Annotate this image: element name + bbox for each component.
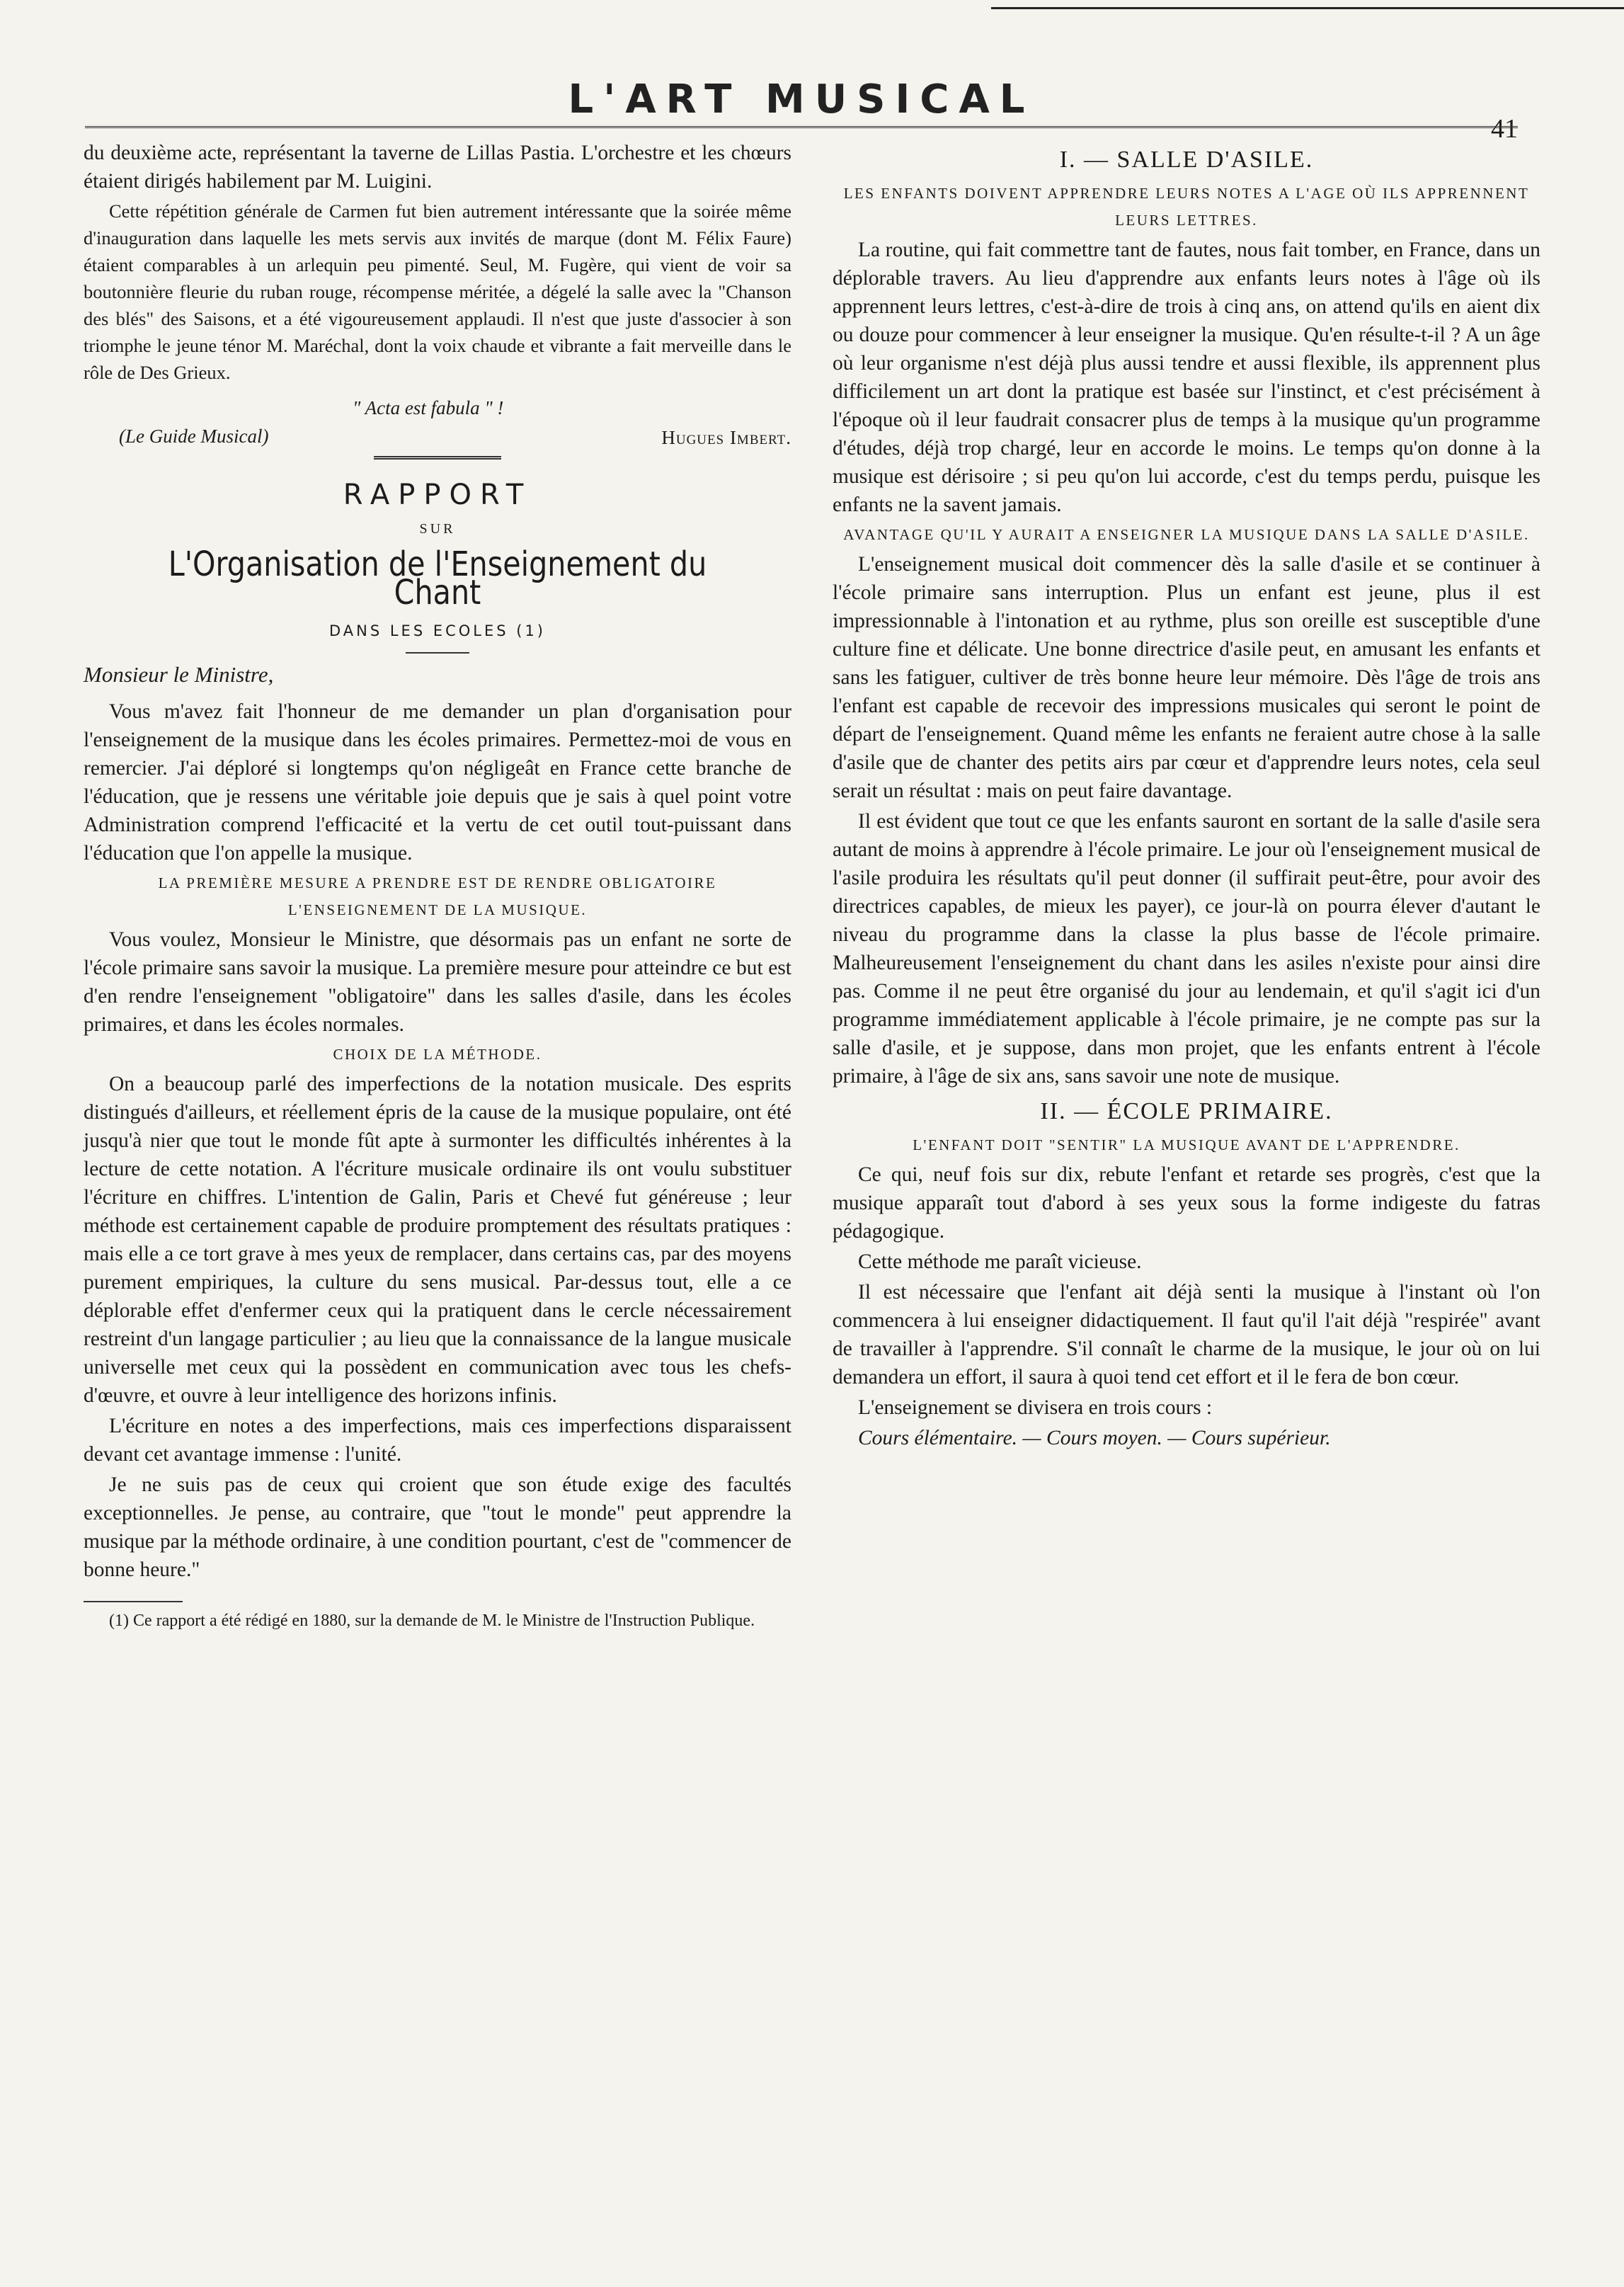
journal-title: L'ART MUSICAL	[568, 76, 1035, 122]
footnote-rule	[84, 1601, 183, 1602]
page-header	[85, 76, 1518, 144]
paragraph: Il est nécessaire que l'enfant ait déjà senti la musique à l'instant où l'on commencera à lui enseigner didactiquement. Il faut qu'il l'ait déjà "respirée" avant de travailler à l'apprendre. S'il connaît le charme de la musique, le jour où on lui demandera un effort, il saura à quoi tend cet effort et il le fera de bon cœur.	[833, 1281, 1540, 1388]
report-title-sur: SUR	[419, 521, 456, 537]
report-subtitle: DANS LES ECOLES (1)	[328, 622, 547, 639]
paragraph: Ce qui, neuf fois sur dix, rebute l'enfant et retarde ses progrès, c'est que la musique apparaît tout d'abord à ses yeux sous la forme indigeste du fatras pédagogique.	[833, 1163, 1540, 1243]
paragraph: On a beaucoup parlé des imperfections de la notation musicale. Des esprits distingués d'ailleurs, et réellement épris de la cause de la musique populaire, ont été jusqu'à nier que tout le monde fût apte à surmonter les difficultés inhérentes à la lecture de cette notation. A l'écriture musicale ordinaire ils ont voulu substituer l'écriture en chiffres. L'intention de Galin, Paris et Chevé fut généreuse ; leur méthode est certainement capable de produire promptement des résultats pratiques : mais elle a ce tort grave à mes yeux de remplacer, dans certains cas, par des moyens purement empiriques, la culture du sens musical. Par-dessus tout, elle a ce déplorable effet d'enfermer ceux qui la pratiquent dans le cercle nécessairement restreint d'un langage particulier ; au lieu que la connaissance de la langue musicale universelle met ceux qui la possèdent en communication avec tous les chefs-d'œuvre, et ouvre à leur intelligence des horizons infinis.	[84, 1073, 791, 1407]
header-rule	[85, 126, 1518, 128]
report-main-title: L'Organisation de l'Enseignement du Chant	[168, 544, 707, 612]
paragraph: Cette méthode me paraît vicieuse.	[858, 1250, 1142, 1273]
section-heading: II. — ÉCOLE PRIMAIRE.	[1040, 1098, 1333, 1124]
paragraph: Cette répétition générale de Carmen fut bien autrement intéressante que la soirée même d'inauguration dans laquelle les mets servis aux invités de marque (dont M. Félix Faure) étaient comparables à un arlequin peu pimenté. Seul, M. Fugère, qui vient de voir sa boutonnière fleurie du ruban rouge, récompense méritée, a dégelé la salle avec la "Chanson des blés" des Saisons, et a été vigoureusement applaudi. Il n'est que juste d'associer à son triomphe le jeune ténor M. Maréchal, dont la voix chaude et vibrante a fait merveille dans le rôle de Des Grieux.	[84, 200, 791, 383]
subheading: L'ENFANT DOIT "SENTIR" LA MUSIQUE AVANT DE L'APPRENDRE.	[913, 1136, 1460, 1153]
article-author: Hugues Imbert.	[661, 427, 791, 448]
paragraph: L'écriture en notes a des imperfections, mais ces imperfections disparaissent devant cet avantage immense : l'unité.	[84, 1415, 791, 1466]
paragraph: Vous m'avez fait l'honneur de me demander un plan d'organisation pour l'enseignement de la musique dans les écoles primaires. Permettez-moi de vous en remercier. J'ai déploré si longtemps qu'on négligeât en France cette branche de l'éducation, que je ressens une véritable joie depuis que je sais à quel point votre Administration comprend l'efficacité et la vertu de cet outil tout-puissant dans l'éducation que l'on appelle la musique.	[84, 700, 791, 865]
subheading: LA PREMIÈRE MESURE A PRENDRE EST DE RENDRE OBLIGATOIRE L'ENSEIGNEMENT DE LA MUSIQUE.	[158, 874, 717, 918]
paragraph: du deuxième acte, représentant la taverne de Lillas Pastia. L'orchestre et les chœurs étaient dirigés habilement par M. Luigini.	[84, 142, 791, 193]
subheading: LES ENFANTS DOIVENT APPRENDRE LEURS NOTES A L'AGE OÙ ILS APPRENNENT LEURS LETTRES.	[843, 185, 1530, 229]
section-divider	[374, 456, 501, 460]
paragraph: Vous voulez, Monsieur le Ministre, que désormais pas un enfant ne sorte de l'école primaire sans savoir la musique. La première mesure pour atteindre ce but est d'en rendre l'enseignement "obligatoire" dans les salles d'asile, dans les écoles primaires, et dans les écoles normales.	[84, 928, 791, 1036]
paragraph: La routine, qui fait commettre tant de fautes, nous fait tomber, en France, dans un déplorable travers. Au lieu d'apprendre aux enfants leurs notes à l'âge où ils apprennent leurs lettres, c'est-à-dire de trois à cinq ans, on attend qu'ils en aient dix ou douze pour commencer à leur enseigner la musique. Qu'en résulte-t-il ? A un âge où leur organisme n'est déjà plus aussi tendre et aussi flexible, ils apprennent plus difficilement un art dont la pratique est basée sur l'instinct, et c'est précisément à l'époque où il leur faudrait consacrer plus de temps à la musique qu'un programme d'études, déjà trop chargé, leur en accorde le moins. Le temps qu'on donne à la musique est dérisoire ; si peu qu'on lui accorde, c'est du temps perdu, puisque les enfants ne la savent jamais.	[833, 239, 1540, 516]
right-column	[833, 139, 1540, 1454]
paragraph: L'enseignement musical doit commencer dès la salle d'asile et se continuer à l'école primaire sans interruption. Plus un enfant est jeune, plus il est impressionnable à l'intonation et au rythme, plus son oreille est susceptible d'une culture fine et délicate. Une bonne directrice d'asile peut, en amusant les enfants et sans les fatiguer, cultiver de très bonne heure leur mémoire. Dès l'âge de trois ans l'enfant est capable de recevoir des impressions musicales qui seront le point de départ de l'enseignement. Quand même les enfants ne feraient autre chose à la salle d'asile que de chanter des petits airs par cœur et d'apprendre leurs notes, cela seul serait un résultat : mais on peut faire davantage.	[833, 553, 1540, 802]
paragraph: Il est évident que tout ce que les enfants sauront en sortant de la salle d'asile sera autant de moins à apprendre à l'école primaire. Le jour où l'enseignement musical de l'asile produira les résultats qu'il peut donner (il suffirait peut-être, pour avoir des directrices capables, de mieux les payer), ce jour-là on pourra élever d'autant le niveau du programme dans la classe la plus basse de l'école primaire. Malheureusement l'enseignement du chant dans les asiles n'existe pour ainsi dire pas. Comme il ne peut être organisé du jour au lendemain, et qu'il s'agit ici d'un programme immédiatement applicable à l'école primaire, je ne compte pas sur la salle d'asile, et je suppose, dans mon projet, que les enfants entrent à l'école primaire, à l'âge de six ans, sans savoir une note de musique.	[833, 810, 1540, 1088]
section-heading: I. — SALLE D'ASILE.	[1059, 147, 1314, 173]
left-column	[84, 139, 791, 1634]
paragraph: Je ne suis pas de ceux qui croient que son étude exige des facultés exceptionnelles. Je pense, au contraire, que "tout le monde" peut apprendre la musique par la méthode ordinaire, à une condition pourtant, c'est de "commencer de bonne heure."	[84, 1473, 791, 1581]
salutation: Monsieur le Ministre,	[84, 662, 274, 687]
paragraph: L'enseignement se divisera en trois cours :	[858, 1396, 1213, 1419]
top-border-line	[991, 7, 1624, 9]
closing-quote-block	[84, 388, 791, 453]
subheading: AVANTAGE QU'IL Y AURAIT A ENSEIGNER LA MUSIQUE DANS LA SALLE D'ASILE.	[843, 526, 1530, 543]
course-list: Cours élémentaire. — Cours moyen. — Cours supérieur.	[858, 1427, 1331, 1449]
title-rule	[406, 652, 469, 654]
subheading: CHOIX DE LA MÉTHODE.	[333, 1046, 542, 1063]
report-title: RAPPORT	[343, 479, 532, 511]
page-number: 41	[1491, 114, 1518, 144]
footnote: (1) Ce rapport a été rédigé en 1880, sur la demande de M. le Ministre de l'Instruction Publique.	[109, 1612, 755, 1630]
quote-source: (Le Guide Musical)	[119, 426, 269, 447]
closing-quote: " Acta est fabula " !	[353, 397, 504, 418]
